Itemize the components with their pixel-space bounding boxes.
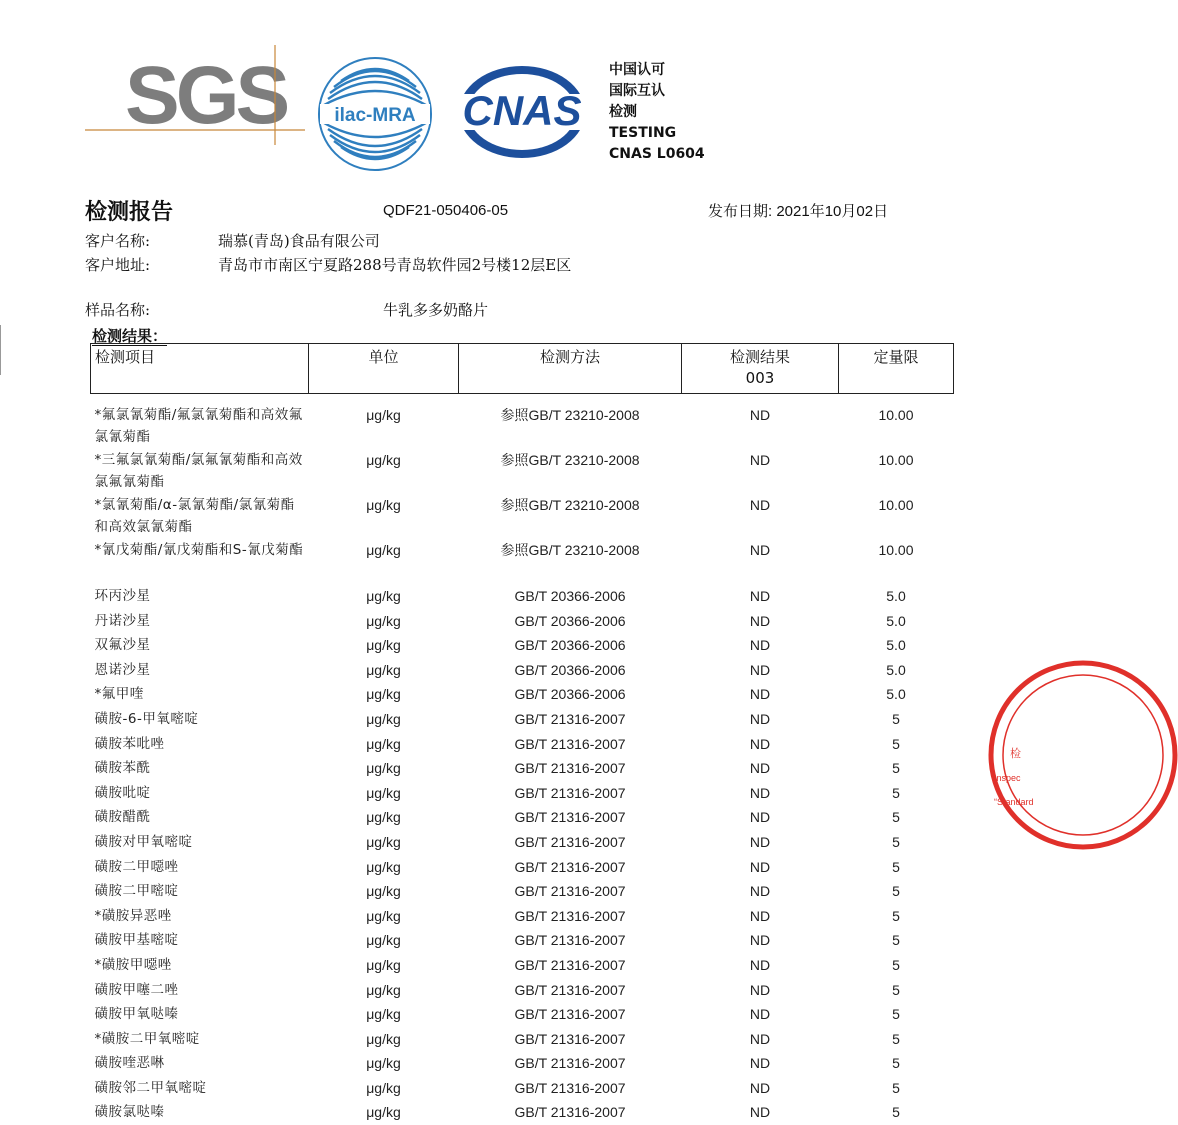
- stamp-char: 检: [1010, 746, 1021, 760]
- result-item: 磺胺甲噻二唑: [91, 978, 309, 1003]
- result-loq: 5: [839, 1100, 954, 1125]
- page-edge-divider: [0, 325, 1, 375]
- result-loq: 5: [839, 1027, 954, 1052]
- table-row: [91, 1051, 954, 1076]
- result-unit: μg/kg: [309, 658, 459, 683]
- table-row: [91, 953, 954, 978]
- table-row: [91, 978, 954, 1003]
- result-unit: μg/kg: [309, 1051, 459, 1076]
- result-value: ND: [682, 830, 839, 855]
- table-row: [91, 756, 954, 781]
- result-method: GB/T 21316-2007: [459, 707, 682, 732]
- client-name-label: 客户名称:: [85, 230, 150, 251]
- result-loq: 5: [839, 732, 954, 757]
- result-loq: 10.00: [839, 404, 954, 449]
- result-unit: μg/kg: [309, 1076, 459, 1101]
- result-item: 双氟沙星: [91, 633, 309, 658]
- table-row: [91, 682, 954, 707]
- report-number: QDF21-050406-05: [383, 202, 508, 219]
- result-value: ND: [682, 494, 839, 539]
- result-value: ND: [682, 658, 839, 683]
- result-method: GB/T 21316-2007: [459, 978, 682, 1003]
- result-item: 磺胺吡啶: [91, 781, 309, 806]
- result-item: *三氟氯氰菊酯/氯氟氰菊酯和高效氯氟氰菊酯: [91, 449, 309, 494]
- result-unit: μg/kg: [309, 855, 459, 880]
- result-method: GB/T 21316-2007: [459, 1002, 682, 1027]
- result-method: GB/T 20366-2006: [459, 682, 682, 707]
- result-method: GB/T 21316-2007: [459, 732, 682, 757]
- cnas-caption-line: TESTING: [609, 123, 705, 144]
- result-value: ND: [682, 1002, 839, 1027]
- result-value: ND: [682, 879, 839, 904]
- sgs-logo: [85, 45, 305, 145]
- result-unit: μg/kg: [309, 539, 459, 584]
- result-unit: μg/kg: [309, 928, 459, 953]
- result-value: ND: [682, 584, 839, 609]
- results-label-text: 检测结果：: [92, 327, 167, 346]
- result-method: 参照GB/T 23210-2008: [459, 449, 682, 494]
- table-row: [91, 449, 954, 494]
- result-method: 参照GB/T 23210-2008: [459, 494, 682, 539]
- result-loq: 10.00: [839, 539, 954, 584]
- result-unit: μg/kg: [309, 953, 459, 978]
- result-value: ND: [682, 781, 839, 806]
- result-item: 磺胺二甲嘧啶: [91, 879, 309, 904]
- result-unit: μg/kg: [309, 449, 459, 494]
- result-unit: μg/kg: [309, 879, 459, 904]
- result-loq: 5: [839, 805, 954, 830]
- result-method: GB/T 20366-2006: [459, 584, 682, 609]
- result-loq: 5.0: [839, 658, 954, 683]
- table-row: [91, 494, 954, 539]
- result-value: ND: [682, 404, 839, 449]
- cnas-logo: [455, 62, 590, 162]
- result-method: GB/T 21316-2007: [459, 1051, 682, 1076]
- result-loq: 5.0: [839, 584, 954, 609]
- result-loq: 5: [839, 781, 954, 806]
- result-unit: μg/kg: [309, 1002, 459, 1027]
- table-row: [91, 1076, 954, 1101]
- table-row: [91, 404, 954, 449]
- result-unit: μg/kg: [309, 756, 459, 781]
- result-item: *磺胺甲噁唑: [91, 953, 309, 978]
- result-item: *磺胺异恶唑: [91, 904, 309, 929]
- result-unit: μg/kg: [309, 609, 459, 634]
- table-row: [91, 707, 954, 732]
- result-item: 磺胺醋酰: [91, 805, 309, 830]
- result-unit: μg/kg: [309, 584, 459, 609]
- result-value: ND: [682, 1051, 839, 1076]
- results-table: [90, 343, 953, 1125]
- result-loq: 5: [839, 707, 954, 732]
- sample-name-label: 样品名称:: [85, 299, 150, 320]
- result-item: 磺胺邻二甲氧嘧啶: [91, 1076, 309, 1101]
- result-item: 环丙沙星: [91, 584, 309, 609]
- header-result: 检测结果 003: [682, 344, 839, 394]
- header-method: 检测方法: [459, 344, 682, 394]
- result-method: GB/T 21316-2007: [459, 1076, 682, 1101]
- sgs-logo-text: SGS: [125, 50, 287, 141]
- result-method: GB/T 21316-2007: [459, 781, 682, 806]
- result-value: ND: [682, 682, 839, 707]
- result-item: 磺胺苯酰: [91, 756, 309, 781]
- result-value: ND: [682, 609, 839, 634]
- table-row: [91, 539, 954, 584]
- header-unit: 单位: [309, 344, 459, 394]
- result-loq: 5: [839, 1051, 954, 1076]
- result-item: 恩诺沙星: [91, 658, 309, 683]
- result-method: GB/T 21316-2007: [459, 1100, 682, 1125]
- result-item: 磺胺甲氧哒嗪: [91, 1002, 309, 1027]
- result-loq: 5: [839, 978, 954, 1003]
- result-method: 参照GB/T 23210-2008: [459, 539, 682, 584]
- result-method: GB/T 21316-2007: [459, 879, 682, 904]
- result-method: GB/T 21316-2007: [459, 855, 682, 880]
- result-item: 磺胺氯哒嗪: [91, 1100, 309, 1125]
- ilac-logo-text: ilac-MRA: [334, 105, 416, 126]
- cnas-caption-line: CNAS L0604: [609, 144, 705, 165]
- result-value: ND: [682, 1100, 839, 1125]
- result-unit: μg/kg: [309, 633, 459, 658]
- result-unit: μg/kg: [309, 781, 459, 806]
- table-spacer: [91, 394, 954, 405]
- result-method: GB/T 20366-2006: [459, 609, 682, 634]
- table-row: [91, 609, 954, 634]
- result-loq: 5: [839, 756, 954, 781]
- client-address-label: 客户地址:: [85, 254, 150, 275]
- report-title: 检测报告: [85, 195, 173, 226]
- result-method: 参照GB/T 23210-2008: [459, 404, 682, 449]
- result-item: 磺胺甲基嘧啶: [91, 928, 309, 953]
- result-unit: μg/kg: [309, 707, 459, 732]
- table-row: [91, 855, 954, 880]
- result-loq: 5.0: [839, 682, 954, 707]
- table-row: [91, 584, 954, 609]
- result-unit: μg/kg: [309, 805, 459, 830]
- sample-name: 牛乳多多奶酪片: [383, 299, 488, 320]
- table-row: [91, 904, 954, 929]
- result-value: ND: [682, 805, 839, 830]
- result-item: *氰戊菊酯/氰戊菊酯和S-氰戊菊酯: [91, 539, 309, 584]
- result-item: *磺胺二甲氧嘧啶: [91, 1027, 309, 1052]
- result-method: GB/T 20366-2006: [459, 658, 682, 683]
- table-row: [91, 1100, 954, 1125]
- result-loq: 5: [839, 953, 954, 978]
- stamp-text: “Standard: [994, 797, 1034, 807]
- result-value: ND: [682, 953, 839, 978]
- result-method: GB/T 20366-2006: [459, 633, 682, 658]
- result-item: 磺胺二甲噁唑: [91, 855, 309, 880]
- official-stamp: [988, 655, 1024, 855]
- result-item: 磺胺喹恶啉: [91, 1051, 309, 1076]
- table-row: [91, 879, 954, 904]
- result-method: GB/T 21316-2007: [459, 830, 682, 855]
- result-loq: 5: [839, 855, 954, 880]
- ilac-mra-logo: [316, 55, 434, 173]
- result-value: ND: [682, 1027, 839, 1052]
- result-item: 磺胺对甲氧嘧啶: [91, 830, 309, 855]
- result-value: ND: [682, 855, 839, 880]
- result-item: *氟甲喹: [91, 682, 309, 707]
- cnas-caption: [609, 60, 705, 165]
- result-loq: 5: [839, 1076, 954, 1101]
- table-row: [91, 1002, 954, 1027]
- stamp-text: Inspec: [994, 773, 1021, 783]
- result-value: ND: [682, 732, 839, 757]
- result-value: ND: [682, 928, 839, 953]
- result-unit: μg/kg: [309, 1027, 459, 1052]
- result-unit: μg/kg: [309, 682, 459, 707]
- result-value: ND: [682, 449, 839, 494]
- result-loq: 10.00: [839, 494, 954, 539]
- result-loq: 5.0: [839, 633, 954, 658]
- result-value: ND: [682, 539, 839, 584]
- result-loq: 10.00: [839, 449, 954, 494]
- result-item: *氯氰菊酯/α-氯氰菊酯/氯氰菊酯和高效氯氰菊酯: [91, 494, 309, 539]
- table-row: [91, 830, 954, 855]
- result-loq: 5.0: [839, 609, 954, 634]
- result-loq: 5: [839, 928, 954, 953]
- table-row: [91, 805, 954, 830]
- result-item: 磺胺-6-甲氧嘧啶: [91, 707, 309, 732]
- cnas-caption-line: 中国认可: [609, 60, 705, 81]
- cnas-logo-text: CNAS: [462, 87, 581, 134]
- cnas-caption-line: 检测: [609, 102, 705, 123]
- result-unit: μg/kg: [309, 732, 459, 757]
- result-method: GB/T 21316-2007: [459, 756, 682, 781]
- result-unit: μg/kg: [309, 404, 459, 449]
- result-value: ND: [682, 756, 839, 781]
- result-method: GB/T 21316-2007: [459, 928, 682, 953]
- result-item: 磺胺苯吡唑: [91, 732, 309, 757]
- table-row: [91, 781, 954, 806]
- result-item: 丹诺沙星: [91, 609, 309, 634]
- result-value: ND: [682, 707, 839, 732]
- result-loq: 5: [839, 1002, 954, 1027]
- result-unit: μg/kg: [309, 904, 459, 929]
- table-row: [91, 928, 954, 953]
- issue-date: 发布日期: 2021年10月02日: [708, 200, 888, 221]
- result-method: GB/T 21316-2007: [459, 805, 682, 830]
- client-address: 青岛市市南区宁夏路288号青岛软件园2号楼12层E区: [218, 254, 571, 275]
- result-unit: μg/kg: [309, 978, 459, 1003]
- table-row: [91, 658, 954, 683]
- table-row: [91, 732, 954, 757]
- result-value: ND: [682, 633, 839, 658]
- result-method: GB/T 21316-2007: [459, 1027, 682, 1052]
- result-loq: 5: [839, 830, 954, 855]
- result-method: GB/T 21316-2007: [459, 904, 682, 929]
- client-name: 瑞慕(青岛)食品有限公司: [218, 230, 380, 251]
- table-row: [91, 1027, 954, 1052]
- header-item: 检测项目: [91, 344, 309, 394]
- result-unit: μg/kg: [309, 830, 459, 855]
- result-value: ND: [682, 904, 839, 929]
- result-loq: 5: [839, 904, 954, 929]
- result-unit: μg/kg: [309, 1100, 459, 1125]
- results-body: [91, 394, 954, 1125]
- table-row: [91, 633, 954, 658]
- result-value: ND: [682, 1076, 839, 1101]
- table-header-row: [91, 344, 954, 394]
- result-method: GB/T 21316-2007: [459, 953, 682, 978]
- header-loq: 定量限: [839, 344, 954, 394]
- result-unit: μg/kg: [309, 494, 459, 539]
- result-loq: 5: [839, 879, 954, 904]
- result-value: ND: [682, 978, 839, 1003]
- result-item: *氟氯氰菊酯/氟氯氰菊酯和高效氟氯氰菊酯: [91, 404, 309, 449]
- cnas-caption-line: 国际互认: [609, 81, 705, 102]
